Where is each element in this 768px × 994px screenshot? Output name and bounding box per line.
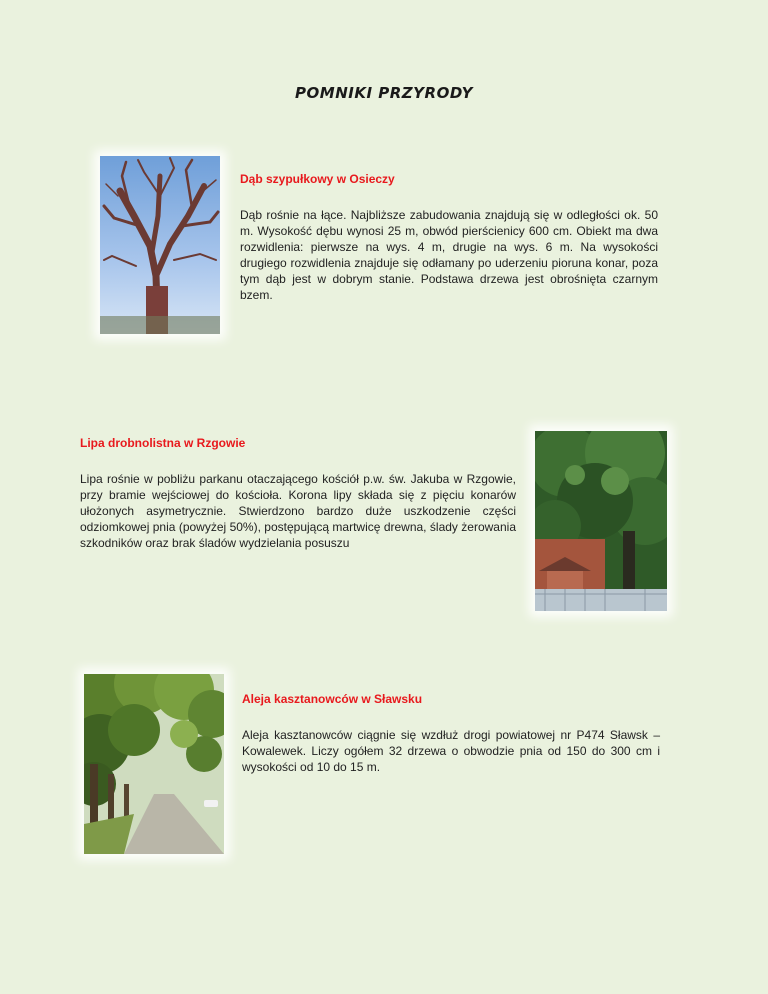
entry-text: Lipa rośnie w pobliżu parkanu otaczającego kościół p.w. św. Jakuba w Rzgowie, przy bramie wejściowej do kościoła. Korona lipy składa się z pięciu konarów ułożonych asymetrycznie. Stwierdzono bardzo duże uszkodzenie części odziomkowej pnia (powyżej 50%), postępującą martwicę drewna, ślady żerowania szkodników oraz brak śladów wydzielania posuszu [80, 472, 516, 550]
entry-title: Aleja kasztanowców w Sławsku [242, 692, 423, 706]
entry-linden [80, 436, 516, 551]
linden-tree-photo [535, 431, 667, 611]
entry-text: Aleja kasztanowców ciągnie się wzdłuż drogi powiatowej nr P474 Sławsk – Kowalewek. Liczy ogółem 32 drzewa o obwodzie pnia od 150 do 300 cm i wysokości od 10 do 15 m. [242, 728, 660, 774]
oak-tree-photo [100, 156, 220, 334]
entry-oak [240, 172, 658, 303]
entry-title: Dąb szypułkowy w Osieczy [240, 172, 395, 186]
entry-text: Dąb rośnie na łące. Najbliższe zabudowania znajdują się w odległości ok. 50 m. Wysokość dębu wynosi 25 m, obwód pierścienicy 600 cm. Obiekt ma dwa rozwidlenia: pierwsze na wys. 4 m, drugie na wys. 6 m. Na wysokości drugiego rozwidlenia znajduje się odłamany po uderzeniu pioruna konar, poza tym dąb jest w dobrym stanie. Podstawa drzewa jest obrośnięta czarnym bzem. [240, 208, 658, 302]
entry-title: Lipa drobnolistna w Rzgowie [80, 436, 246, 450]
page-title: POMNIKI PRZYRODY [295, 84, 473, 102]
chestnut-alley-photo [84, 674, 224, 854]
entry-chestnut [242, 692, 660, 775]
